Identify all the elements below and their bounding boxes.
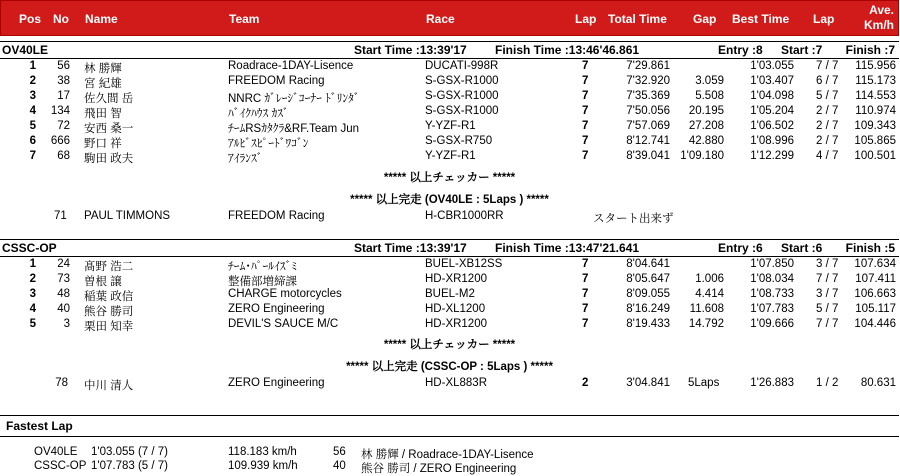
col-ave: Ave. Km/h [864,3,894,32]
dnf-row [0,210,899,225]
table-row [0,60,899,75]
col-pos: Pos [19,12,42,26]
cell-machine: BUEL-XB12SS [425,258,503,270]
cell-best: 1'07.850 [750,258,794,270]
cell-gap: 27.208 [688,120,724,132]
start-time: Start Time :13:39'17 [354,43,467,57]
cell-blap: 2 / 7 [816,135,839,147]
fl-class: OV40LE [34,446,78,458]
dnf-team: FREEDOM Racing [228,210,325,222]
col-machine: Race [426,12,455,26]
results-header [0,0,899,36]
complete-note: ***** 以上完走 (CSSC-OP : 5Laps ) ***** [346,361,553,373]
cell-pos: 7 [29,150,36,162]
cell-total: 8'12.741 [626,135,670,147]
cell-lap: 7 [582,318,589,330]
cell-no: 73 [57,273,70,285]
fl-class: CSSC-OP [34,460,87,472]
finish-time: Finish Time :13:47'21.641 [495,241,640,255]
cell-blap: 3 / 7 [816,288,839,300]
col-lap: Lap [575,12,597,26]
cell-total: 8'19.433 [626,318,670,330]
cell-best: 1'08.996 [750,135,794,147]
entry-count: Entry :6 [718,241,763,255]
cell-blap: 5 / 7 [816,90,839,102]
fastest-lap-row [0,460,899,475]
dnf-total: 3'04.841 [626,377,670,389]
cell-name: 熊谷 勝司 [84,306,134,318]
fl-time: 1'07.783 (5 / 7) [91,460,168,472]
cell-machine: DUCATI-998R [425,60,499,72]
cell-no: 24 [57,258,70,270]
complete-note: ***** 以上完走 (OV40LE : 5Laps ) ***** [350,194,549,206]
cell-pos: 1 [29,60,36,72]
cell-gap: 20.195 [688,105,724,117]
cell-ave: 104.446 [854,318,896,330]
fl-time: 1'03.055 (7 / 7) [91,446,168,458]
dnf-status: スタート出来ず [593,213,674,225]
table-row [0,150,899,165]
start-count: Start :7 [781,43,823,57]
cell-blap: 4 / 7 [816,150,839,162]
cell-no: 134 [50,105,70,117]
cell-lap: 7 [582,303,589,315]
table-row [0,120,899,135]
cell-gap: 1.006 [695,273,724,285]
cell-lap: 7 [582,150,589,162]
cell-pos: 4 [29,303,36,315]
cell-name: 駒田 政夫 [84,153,134,165]
table-row [0,258,899,273]
col-total-time: Total Time [608,12,667,26]
cell-name: 曽根 譲 [84,276,122,288]
cell-gap: 5.508 [695,90,724,102]
cell-no: 56 [57,60,70,72]
cell-lap: 7 [582,273,589,285]
cell-best: 1'08.034 [750,273,794,285]
fl-speed: 109.939 km/h [228,460,298,472]
cell-lap: 7 [582,135,589,147]
start-time: Start Time :13:39'17 [354,241,467,255]
cell-name: 髙野 浩二 [84,261,134,273]
cell-team: Roadrace-1DAY-Lisence [228,60,354,72]
cell-name: 栗田 知幸 [84,321,134,333]
cell-gap: 3.059 [695,75,724,87]
cell-pos: 1 [29,258,36,270]
cell-pos: 6 [29,135,36,147]
cell-ave: 106.663 [854,288,896,300]
fl-rider: 林 勝輝 / Roadrace-1DAY-Lisence [361,449,534,461]
cell-ave: 105.865 [854,135,896,147]
cell-machine: Y-YZF-R1 [425,150,476,162]
col-no: No [53,12,69,26]
cell-pos: 5 [29,120,36,132]
cell-ave: 109.343 [854,120,896,132]
cell-best: 1'03.407 [750,75,794,87]
section-bar-ov40le [0,41,899,59]
cell-ave: 114.553 [855,90,896,102]
cell-blap: 2 / 7 [816,105,839,117]
cell-pos: 2 [29,273,36,285]
table-row [0,135,899,150]
cell-total: 8'09.055 [626,288,670,300]
start-count: Start :6 [781,241,823,255]
dnf-ave: 80.631 [860,377,896,389]
cell-team: DEVIL'S SAUCE M/C [228,318,339,330]
dnf-no: 71 [54,210,67,222]
cell-pos: 2 [29,75,36,87]
cell-ave: 100.501 [854,150,896,162]
cell-total: 7'50.056 [626,105,670,117]
cell-team: CHARGE motorcycles [228,288,342,300]
cell-no: 68 [57,150,70,162]
cell-name: 飛田 智 [84,108,122,120]
cell-ave: 115.173 [855,75,896,87]
finish-count: Finish :7 [845,43,895,57]
cell-total: 8'05.647 [626,273,670,285]
cell-lap: 7 [582,75,589,87]
cell-name: 林 勝輝 [84,63,122,75]
cell-blap: 7 / 7 [816,318,839,330]
dnf-name: 中川 清人 [84,380,134,392]
cell-machine: HD-XL1200 [425,303,486,315]
cell-machine: HD-XR1200 [425,318,487,330]
cell-team: FREEDOM Racing [228,75,325,87]
dnf-gap: 5Laps [688,377,720,389]
cell-total: 7'32.920 [626,75,670,87]
cell-best: 1'03.055 [750,60,794,72]
cell-pos: 4 [29,105,36,117]
cell-total: 8'16.249 [626,303,670,315]
cell-total: 8'04.641 [626,258,670,270]
cell-name: 宮 紀雄 [84,78,122,90]
fl-no: 40 [333,460,346,472]
cell-machine: S-GSX-R1000 [425,90,499,102]
dnf-best: 1'26.883 [750,377,794,389]
cell-lap: 7 [582,60,589,72]
section-class: CSSC-OP [2,241,57,255]
cell-name: 安西 桑一 [84,123,134,135]
cell-team: ﾊﾞｲｸﾊｳｽ ｶｽﾞ [228,108,289,120]
table-row [0,90,899,105]
fl-speed: 118.183 km/h [228,446,297,458]
cell-team: ZERO Engineering [228,303,325,315]
dnf-team: ZERO Engineering [228,377,325,389]
checker-note: ***** 以上チェッカー ***** [383,339,516,351]
cell-ave: 115.956 [855,60,896,72]
cell-team: ｱｲﾗﾝｽﾞ [228,153,263,165]
dnf-no: 78 [55,377,68,389]
finish-count: Finish :5 [845,241,895,255]
cell-best: 1'09.666 [750,318,794,330]
cell-machine: HD-XR1200 [425,273,487,285]
cell-no: 666 [50,135,70,147]
fl-no: 56 [333,446,346,458]
fastest-lap-bar [0,415,899,437]
cell-lap: 7 [582,120,589,132]
finish-time: Finish Time :13:46'46.861 [495,43,640,57]
cell-lap: 7 [582,90,589,102]
cell-gap: 14.792 [688,318,724,330]
cell-no: 17 [57,90,70,102]
cell-best: 1'08.733 [750,288,794,300]
cell-machine: S-GSX-R750 [425,135,493,147]
cell-no: 72 [57,120,70,132]
cell-total: 8'39.041 [626,150,670,162]
cell-blap: 6 / 7 [816,75,839,87]
dnf-lap: 2 [582,377,589,389]
table-row [0,318,899,333]
col-best-lap: Lap [813,12,835,26]
table-row [0,303,899,318]
cell-best: 1'04.098 [750,90,794,102]
cell-blap: 7 / 7 [816,60,839,72]
cell-total: 7'35.369 [626,90,670,102]
cell-ave: 107.411 [855,273,896,285]
cell-blap: 2 / 7 [816,120,839,132]
cell-no: 48 [57,288,70,300]
cell-pos: 3 [29,288,36,300]
cell-best: 1'05.204 [750,105,794,117]
cell-machine: S-GSX-R1000 [425,105,499,117]
checker-note: ***** 以上チェッカー ***** [383,172,516,184]
cell-team: ﾁｰﾑRSｶﾀｸﾗ&RF.Team Jun [228,123,360,135]
cell-blap: 7 / 7 [816,273,839,285]
cell-pos: 5 [29,318,36,330]
dnf-machine: HD-XL883R [425,377,487,389]
cell-no: 40 [57,303,70,315]
cell-blap: 3 / 7 [816,258,839,270]
cell-name: 稲葉 政信 [84,291,134,303]
cell-team: NNRC ｶﾞﾚｰｼﾞｺｰﾅｰ ﾄﾞﾘﾝﾀﾞ [228,93,360,105]
dnf-name: PAUL TIMMONS [84,210,171,222]
table-row [0,288,899,303]
cell-machine: S-GSX-R1000 [425,75,499,87]
cell-name: 佐久間 岳 [84,93,134,105]
cell-ave: 105.117 [855,303,896,315]
cell-machine: BUEL-M2 [425,288,475,300]
table-row [0,75,899,90]
table-row [0,273,899,288]
cell-gap: 42.880 [688,135,724,147]
dnf-best-lap: 1 / 2 [816,377,839,389]
table-row [0,105,899,120]
cell-team: ﾁｰﾑ･ﾊﾟｰﾙｲｽﾞﾐ [228,261,297,273]
cell-lap: 7 [582,258,589,270]
fastest-lap-row [0,446,899,461]
section-class: OV40LE [2,43,49,57]
col-best-time: Best Time [732,12,790,26]
cell-gap: 11.608 [689,303,724,315]
col-gap: Gap [693,12,717,26]
cell-machine: Y-YZF-R1 [425,120,476,132]
cell-name: 野口 祥 [84,138,122,150]
col-team: Team [229,12,260,26]
cell-team: 整備部増締課 [228,276,297,288]
cell-gap: 4.414 [695,288,724,300]
cell-best: 1'12.299 [750,150,794,162]
cell-gap: 1'09.180 [680,150,724,162]
cell-no: 38 [57,75,70,87]
fastest-lap-title: Fastest Lap [6,419,73,433]
cell-best: 1'06.502 [750,120,794,132]
cell-lap: 7 [582,105,589,117]
fl-rider: 熊谷 勝司 / ZERO Engineering [361,463,517,475]
cell-ave: 107.634 [854,258,896,270]
cell-total: 7'57.069 [626,120,670,132]
cell-best: 1'07.783 [750,303,794,315]
cell-ave: 110.974 [855,105,896,117]
section-bar-cssc-op [0,239,899,257]
dnf-machine: H-CBR1000RR [425,210,504,222]
cell-no: 3 [63,318,70,330]
cell-lap: 7 [582,288,589,300]
cell-total: 7'29.861 [626,60,670,72]
cell-team: ｱﾙﾋﾞｽﾋﾟｰﾄﾞﾜｺﾞﾝ [228,138,309,150]
col-name: Name [85,12,118,26]
entry-count: Entry :8 [718,43,763,57]
cell-blap: 5 / 7 [816,303,839,315]
cell-pos: 3 [29,90,36,102]
dnf-row [0,377,899,392]
